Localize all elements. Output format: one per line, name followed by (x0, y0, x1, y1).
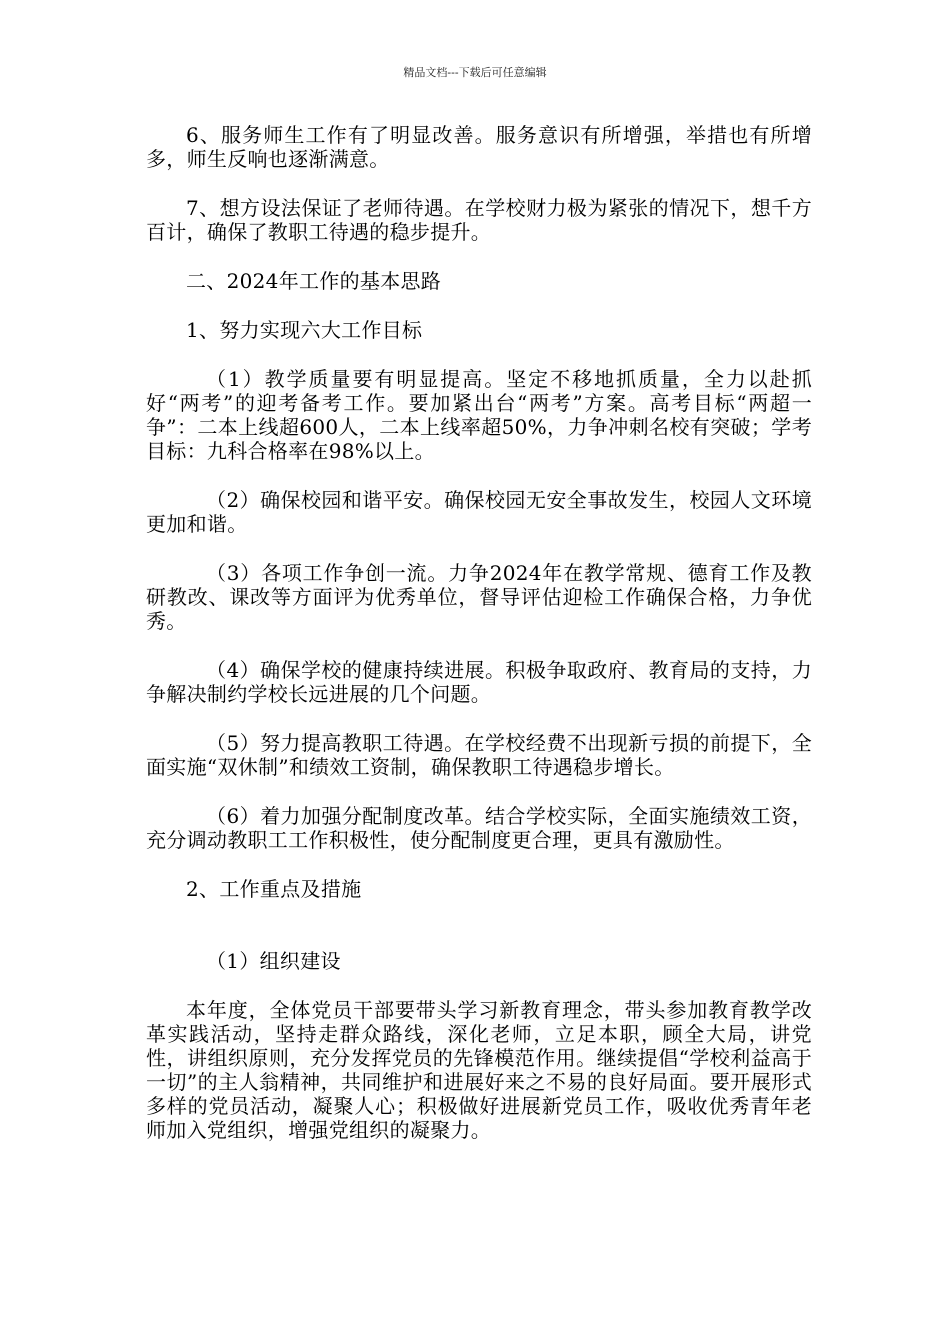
goal-5-staff-pay: （5）努力提高教职工待遇。在学校经费不出现新亏损的前提下，全面实施“双休制”和绩效工资制，确保教职工待遇稳步增长。 (146, 731, 812, 779)
goal-4-development: （4）确保学校的健康持续进展。积极争取政府、教育局的支持，力争解决制约学校长远进展的几个问题。 (146, 658, 812, 706)
subheading-key-work: 2、工作重点及措施 (186, 877, 362, 901)
page-header: 精品文档---下载后可任意编辑 (403, 66, 547, 79)
paragraph-organization-body: 本年度，全体党员干部要带头学习新教育理念，带头参加教育教学改革实践活动，坚持走群众路线，深化老师，立足本职，顾全大局，讲党性，讲组织原则，充分发挥党员的先锋模范作用。继续提倡“学校利益高于一切”的主人翁精神，共同维护和进展好来之不易的良好局面。要开展形式多样的党员活动，凝聚人心；积极做好进展新党员工作，吸收优秀青年老师加入党组织，增强党组织的凝聚力。 (146, 998, 812, 1142)
goal-3-first-class: （3）各项工作争创一流。力争2024年在教学常规、德育工作及教研教改、课改等方面评为优秀单位，督导评估迎检工作确保合格，力争优秀。 (146, 561, 812, 633)
paragraph-item-7: 7、想方设法保证了老师待遇。在学校财力极为紧张的情况下，想千方百计，确保了教职工待遇的稳步提升。 (146, 196, 812, 244)
goal-2-campus-safety: （2）确保校园和谐平安。确保校园无安全事故发生，校园人文环境更加和谐。 (146, 488, 812, 536)
paragraph-item-6: 6、服务师生工作有了明显改善。服务意识有所增强，举措也有所增多，师生反响也逐渐满意。 (146, 123, 812, 171)
goal-1-teaching-quality: （1）教学质量要有明显提高。坚定不移地抓质量，全力以赴抓好“两考”的迎考备考工作。要加紧出台“两考”方案。高考目标“两超一争”：二本上线超600人，二本上线率超50%，力争冲刺名校有突破；学考目标：九科合格率在98%以上。 (146, 367, 812, 463)
subheading-organization: （1）组织建设 (206, 949, 341, 973)
document-body (146, 123, 812, 1142)
section-heading-2: 二、2024年工作的基本思路 (186, 269, 442, 293)
subheading-goals: 1、努力实现六大工作目标 (186, 318, 423, 342)
goal-6-distribution-reform: （6）着力加强分配制度改革。结合学校实际，全面实施绩效工资，充分调动教职工工作积极性，使分配制度更合理，更具有激励性。 (146, 804, 812, 852)
